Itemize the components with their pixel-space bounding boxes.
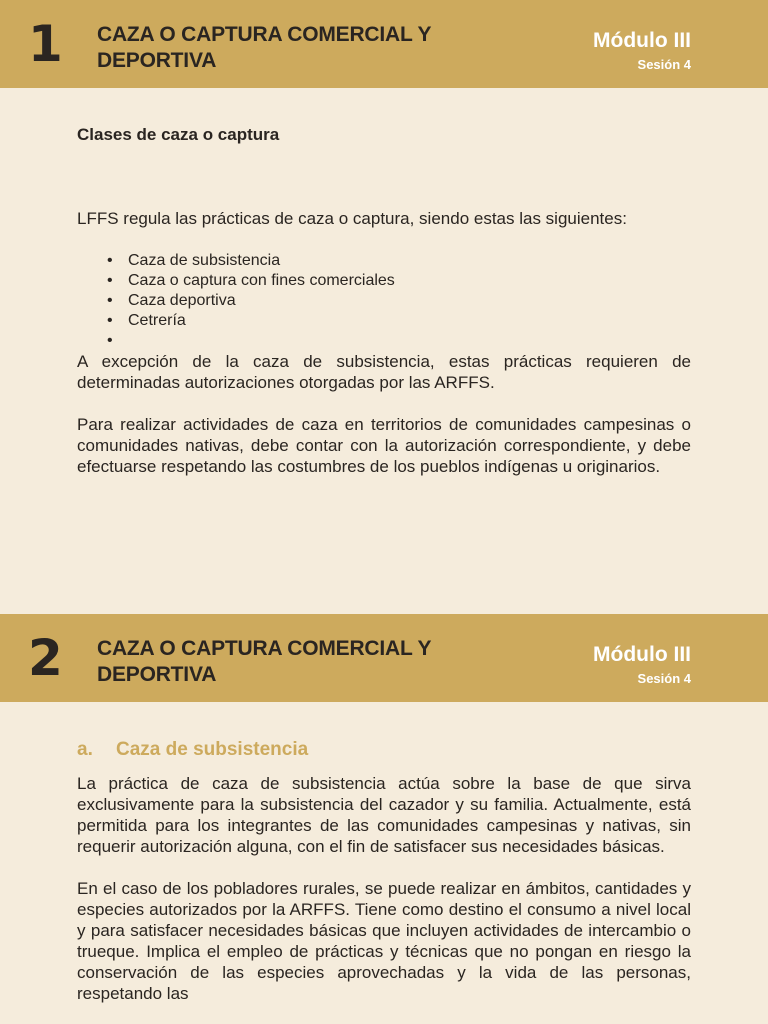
bullet-list bbox=[77, 251, 691, 351]
page1-intro: LFFS regula las prácticas de caza o captura, siendo estas las siguientes: bbox=[77, 209, 627, 228]
page2-header-title: CAZA O CAPTURA COMERCIAL Y DEPORTIVA bbox=[97, 637, 431, 686]
page2-body bbox=[77, 738, 691, 1004]
section-heading bbox=[77, 738, 691, 762]
page2-module-label: Módulo III bbox=[593, 643, 691, 666]
page1-module-label: Módulo III bbox=[593, 29, 691, 52]
bullet-dot-icon: • bbox=[107, 252, 113, 269]
page1-paragraph-2: Para realizar actividades de caza en territorios de comunidades campesinas o comunidades nativas, debe contar con la autorización correspondiente, y debe efectuarse respetando las costumbres de los pueblos indígenas u originarios. bbox=[77, 415, 691, 476]
page1-header-band bbox=[0, 0, 768, 88]
page1-subheading bbox=[77, 124, 691, 145]
page1-header-title: CAZA O CAPTURA COMERCIAL Y DEPORTIVA bbox=[97, 23, 431, 72]
list-item bbox=[77, 271, 691, 291]
page2-paragraph-1: La práctica de caza de subsistencia actúa sobre la base de que sirva exclusivamente para la subsistencia del cazador y su familia. Actualmente, está permitida para los integrantes de las comunidades campesinas y nativas, sin requerir autorización alguna, con el fin de satisfacer sus necesidades básicas. bbox=[77, 774, 691, 856]
list-item bbox=[77, 311, 691, 331]
page2-paragraph-2: En el caso de los pobladores rurales, se puede realizar en ámbitos, cantidades y especies autorizados por la ARFFS. Tiene como destino el consumo a nivel local y para satisfacer necesidades básicas que incluyen actividades de intercambio o trueque. Implica el empleo de prácticas y técnicas que no pongan en riesgo la conservación de las especies aprovechadas y la vida de las personas, respetando las bbox=[77, 879, 691, 1003]
bullet-text: Cetrería bbox=[128, 312, 186, 329]
bullet-text: Caza deportiva bbox=[128, 292, 236, 309]
bullet-dot-icon: • bbox=[107, 292, 113, 309]
section-title: Caza de subsistencia bbox=[116, 739, 309, 760]
page1-session-label: Sesión 4 bbox=[637, 57, 691, 72]
bullet-text: Caza de subsistencia bbox=[128, 252, 281, 269]
bullet-dot-icon: • bbox=[107, 312, 113, 329]
page2-module-block bbox=[593, 642, 691, 688]
section-letter: a. bbox=[77, 739, 93, 760]
page1-module-block bbox=[593, 28, 691, 74]
page2-session-label: Sesión 4 bbox=[637, 671, 691, 686]
page2-number: 2 bbox=[28, 629, 63, 687]
list-item bbox=[77, 331, 691, 351]
bullet-dot-icon: • bbox=[107, 272, 113, 289]
page1-number: 1 bbox=[28, 15, 63, 73]
page1-body bbox=[77, 208, 691, 477]
list-item bbox=[77, 251, 691, 271]
bullet-text: Caza o captura con fines comerciales bbox=[128, 272, 395, 289]
page2-header-band bbox=[0, 614, 768, 702]
subheading-clases: Clases de caza o captura bbox=[77, 125, 280, 144]
page1-paragraph-1: A excepción de la caza de subsistencia, estas prácticas requieren de determinadas autorizaciones otorgadas por las ARFFS. bbox=[77, 352, 691, 392]
bullet-dot-icon: • bbox=[107, 332, 113, 349]
list-item bbox=[77, 291, 691, 311]
